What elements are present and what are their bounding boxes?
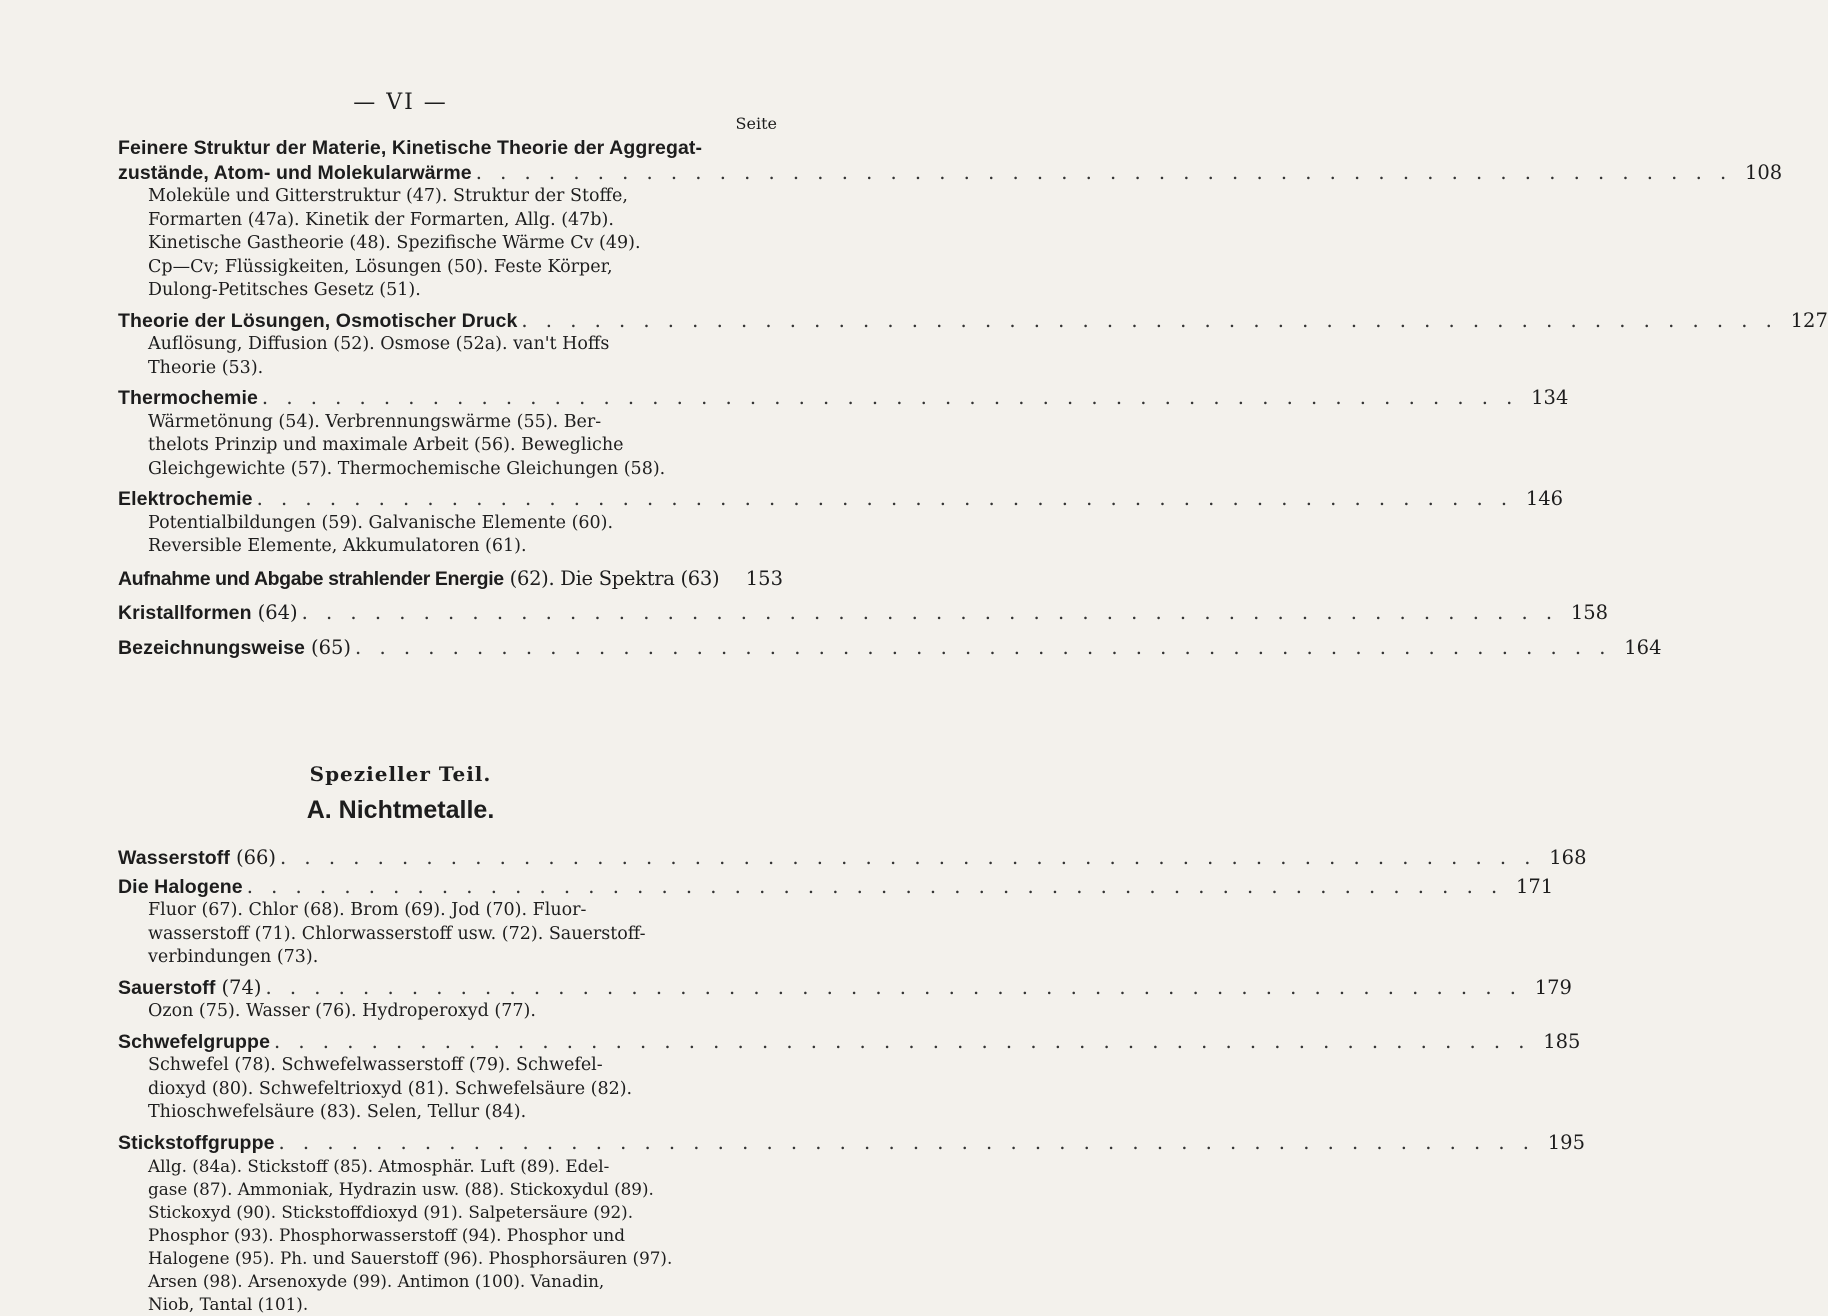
subtopic-line: Niob, Tantal (101). xyxy=(148,1293,733,1316)
entry-page: 195 xyxy=(1535,1131,1585,1156)
toc-entry xyxy=(118,1030,783,1125)
toc-entry xyxy=(118,1131,783,1316)
entry-title-suffix: (74) xyxy=(221,976,261,1001)
entry-title: Die Halogene xyxy=(118,875,243,900)
subtopic-line: Auflösung, Diffusion (52). Osmose (52a). van't Hoffs xyxy=(148,333,733,357)
entry-title-suffix: (62). Die Spektra (63) xyxy=(510,567,720,592)
subtopic-line: Theorie (53). xyxy=(148,357,733,381)
entry-title-continued: zustände, Atom- und Molekularwärme xyxy=(118,161,472,186)
leader-dots: . . . . . . . . . . . . . . . . . . . . . . . . . . . . . . . . . . . . . . . . . . . . . . . . . . . . xyxy=(247,875,1503,900)
subtopic-line: Allg. (84a). Stickstoff (85). Atmosphär. Luft (89). Edel- xyxy=(148,1155,733,1178)
entry-page: 158 xyxy=(1558,601,1608,626)
subtopic-line: Halogene (95). Ph. und Sauerstoff (96). Phosphorsäuren (97). xyxy=(148,1247,733,1270)
entry-page: 171 xyxy=(1503,875,1553,900)
leader-dots: . . . . . . . . . . . . . . . . . . . . . . . . . . . . . . . . . . . . . . . . . . . . . . . . . . . . xyxy=(302,601,1558,626)
entry-subtopics xyxy=(118,185,783,303)
subtopic-line: Ozon (75). Wasser (76). Hydroperoxyd (77). xyxy=(148,1000,733,1024)
subtopic-line: Phosphor (93). Phosphorwasserstoff (94). Phosphor und xyxy=(148,1224,733,1247)
leader-dots: . . . . . . . . . . . . . . . . . . . . . . . . . . . . . . . . . . . . . . . . . . . . . . . . . . . . xyxy=(279,1131,1535,1156)
entry-page: 164 xyxy=(1612,636,1662,661)
toc-entry xyxy=(118,487,783,559)
entry-subtopics xyxy=(118,411,783,482)
entry-title: Kristallformen xyxy=(118,601,252,626)
leader-dots: . . . . . . . . . . . . . . . . . . . . . . . . . . . . . . . . . . . . . . . . . . . . . . . . . . . . xyxy=(521,309,1777,334)
entry-page: 127 xyxy=(1778,309,1828,334)
entry-title: Wasserstoff xyxy=(118,846,230,871)
subtopic-line: Wärmetönung (54). Verbrennungswärme (55). Ber- xyxy=(148,411,733,435)
toc-entry xyxy=(118,846,783,871)
subtopic-line: Cp—Cv; Flüssigkeiten, Lösungen (50). Feste Körper, xyxy=(148,256,733,280)
subtopic-line: wasserstoff (71). Chlorwasserstoff usw. (72). Sauerstoff- xyxy=(148,923,733,947)
entry-page: 146 xyxy=(1513,487,1563,512)
entry-title-suffix: (64) xyxy=(258,601,298,626)
toc-entry xyxy=(118,976,783,1024)
entry-page: 134 xyxy=(1518,386,1568,411)
entry-page: 168 xyxy=(1536,846,1586,871)
entry-title-suffix: (65) xyxy=(311,636,351,661)
subtopic-line: Fluor (67). Chlor (68). Brom (69). Jod (70). Fluor- xyxy=(148,899,733,923)
toc-part-2 xyxy=(118,846,783,1316)
toc-entry xyxy=(118,875,783,970)
subtopic-line: Thioschwefelsäure (83). Selen, Tellur (84). xyxy=(148,1101,733,1125)
subtopic-line: Potentialbildungen (59). Galvanische Elemente (60). xyxy=(148,512,733,536)
subtopic-line: verbindungen (73). xyxy=(148,946,733,970)
entry-page: 185 xyxy=(1530,1030,1580,1055)
subtopic-line: Arsen (98). Arsenoxyde (99). Antimon (100). Vanadin, xyxy=(148,1270,733,1293)
entry-subtopics xyxy=(118,1054,783,1125)
subtopic-line: Formarten (47a). Kinetik der Formarten, Allg. (47b). xyxy=(148,209,733,233)
entry-subtopics xyxy=(118,512,783,559)
entry-subtopics xyxy=(118,899,783,970)
toc-entry xyxy=(118,309,783,381)
leader-dots: . . . . . . . . . . . . . . . . . . . . . . . . . . . . . . . . . . . . . . . . . . . . . . . . . . . . xyxy=(257,487,1513,512)
entry-title: Bezeichnungsweise xyxy=(118,636,305,661)
subtopic-line: Kinetische Gastheorie (48). Spezifische Wärme Cv (49). xyxy=(148,232,733,256)
subtopic-line: dioxyd (80). Schwefeltrioxyd (81). Schwefelsäure (82). xyxy=(148,1078,733,1102)
toc-entry xyxy=(118,636,783,661)
toc-entry xyxy=(118,386,783,481)
subtopic-line: thelots Prinzip und maximale Arbeit (56). Bewegliche xyxy=(148,434,733,458)
page-number: — VI — xyxy=(0,90,801,115)
leader-dots: . . . . . . . . . . . . . . . . . . . . . . . . . . . . . . . . . . . . . . . . . . . . . . . . . . . . xyxy=(355,636,1611,661)
entry-subtopics xyxy=(118,1155,783,1316)
subtopic-line: Reversible Elemente, Akkumulatoren (61). xyxy=(148,535,733,559)
book-page xyxy=(0,0,801,1314)
entry-subtopics xyxy=(118,1000,783,1024)
subtopic-line: Moleküle und Gitterstruktur (47). Struktur der Stoffe, xyxy=(148,185,733,209)
entry-title: Theorie der Lösungen, Osmotischer Druck xyxy=(118,309,517,334)
entry-title: Schwefelgruppe xyxy=(118,1030,270,1055)
entry-title-suffix: (66) xyxy=(236,846,276,871)
leader-dots: . . . . . . . . . . . . . . . . . . . . . . . . . . . . . . . . . . . . . . . . . . . . . . . . . . . . xyxy=(274,1030,1530,1055)
toc-entry xyxy=(118,601,783,626)
leader-dots: . . . . . . . . . . . . . . . . . . . . . . . . . . . . . . . . . . . . . . . . . . . . . . . . . . . . xyxy=(262,386,1518,411)
section-subheading: A. Nichtmetalle. xyxy=(0,796,801,825)
entry-title: Elektrochemie xyxy=(118,487,253,512)
entry-title: Thermochemie xyxy=(118,386,258,411)
entry-title: Aufnahme und Abgabe strahlender Energie xyxy=(118,567,504,592)
entry-title: Feinere Struktur der Materie, Kinetische Theorie der Aggregat- xyxy=(118,136,702,161)
subtopic-line: Gleichgewichte (57). Thermochemische Gleichungen (58). xyxy=(148,458,733,482)
toc-entry xyxy=(118,567,783,592)
toc-entry xyxy=(118,136,783,303)
subtopic-line: gase (87). Ammoniak, Hydrazin usw. (88). Stickoxydul (89). xyxy=(148,1178,733,1201)
entry-page: 108 xyxy=(1732,161,1782,186)
leader-dots: . . . . . . . . . . . . . . . . . . . . . . . . . . . . . . . . . . . . . . . . . . . . . . . . . . . . xyxy=(280,846,1536,871)
entry-page: 153 xyxy=(733,567,783,592)
entry-page: 179 xyxy=(1522,976,1572,1001)
leader-dots: . . . . . . . . . . . . . . . . . . . . . . . . . . . . . . . . . . . . . . . . . . . . . . . . . . . . xyxy=(476,161,1732,186)
subtopic-line: Schwefel (78). Schwefelwasserstoff (79). Schwefel- xyxy=(148,1054,733,1078)
section-heading: Spezieller Teil. xyxy=(0,762,801,786)
entry-title: Stickstoffgruppe xyxy=(118,1131,275,1156)
subtopic-line: Dulong-Petitsches Gesetz (51). xyxy=(148,279,733,303)
seite-label: Seite xyxy=(736,114,777,133)
entry-title: Sauerstoff xyxy=(118,976,215,1001)
toc-part-1 xyxy=(118,136,783,660)
entry-subtopics xyxy=(118,333,783,380)
leader-dots: . . . . . . . . . . . . . . . . . . . . . . . . . . . . . . . . . . . . . . . . . . . . . . . . . . . . xyxy=(265,976,1521,1001)
subtopic-line: Stickoxyd (90). Stickstoffdioxyd (91). Salpetersäure (92). xyxy=(148,1201,733,1224)
